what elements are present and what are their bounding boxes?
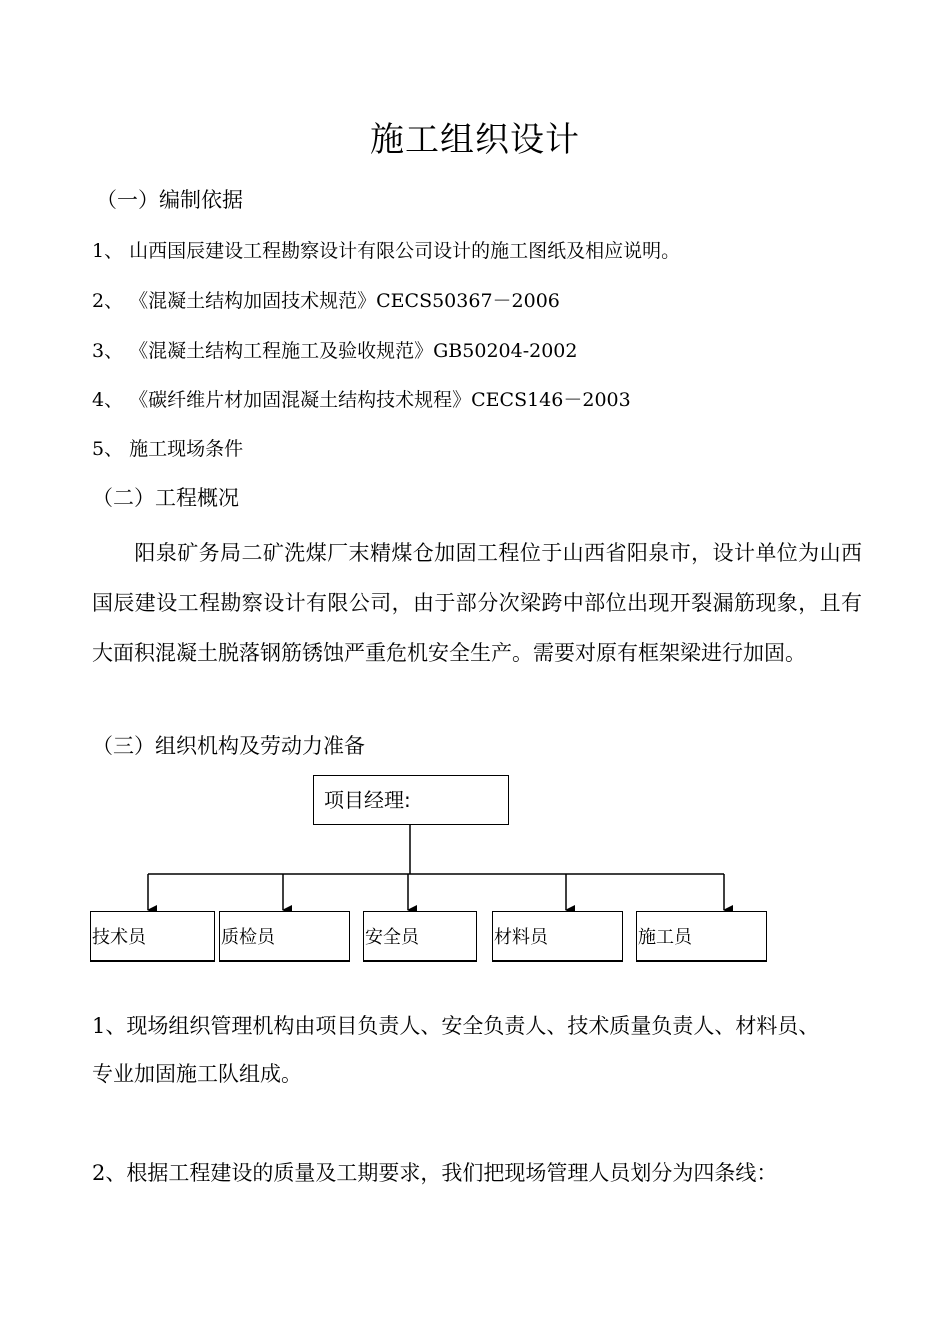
org-child-label: 材料员	[494, 927, 548, 948]
org-child-label: 安全员	[365, 927, 419, 948]
org-note-1-line-2: 专业加固施工队组成。	[92, 1062, 302, 1086]
org-root-box	[313, 775, 509, 825]
org-child-label: 质检员	[221, 927, 275, 948]
section-1-heading: （一）编制依据	[96, 188, 243, 212]
org-root-label: 项目经理:	[324, 788, 411, 812]
basis-item-5: 5、 施工现场条件	[92, 438, 244, 460]
section-2-heading: （二）工程概况	[92, 486, 239, 510]
org-child-technician	[90, 911, 215, 962]
page-title: 施工组织设计	[370, 120, 580, 160]
org-child-label: 技术员	[92, 927, 146, 948]
basis-item-1: 1、 山西国辰建设工程勘察设计有限公司设计的施工图纸及相应说明。	[92, 240, 681, 262]
org-note-2: 2、根据工程建设的质量及工期要求，我们把现场管理人员划分为四条线：	[92, 1161, 778, 1185]
basis-item-4: 4、 《碳纤维片材加固混凝土结构技术规程》CECS146－2003	[92, 389, 631, 411]
org-child-material-clerk	[492, 911, 623, 962]
org-child-label: 施工员	[638, 927, 692, 948]
section-3-heading: （三）组织机构及劳动力准备	[92, 734, 365, 758]
project-overview-text: 阳泉矿务局二矿洗煤厂末精煤仓加固工程位于山西省阳泉市，设计单位为山西国辰建设工程勘察设计有限公司，由于部分次梁跨中部位出现开裂漏筋现象，且有大面积混凝土脱落钢筋锈蚀严重危机安全生产。需要对原有框架梁进行加固。	[92, 541, 862, 665]
basis-item-3: 3、 《混凝土结构工程施工及验收规范》GB50204-2002	[92, 340, 578, 362]
org-child-quality-inspector	[219, 911, 350, 962]
org-child-construction-worker	[636, 911, 767, 962]
org-note-1-line-1: 1、现场组织管理机构由项目负责人、安全负责人、技术质量负责人、材料员、	[92, 1014, 820, 1038]
org-child-safety-officer	[363, 911, 477, 962]
basis-item-2: 2、 《混凝土结构加固技术规范》CECS50367－2006	[92, 290, 560, 312]
